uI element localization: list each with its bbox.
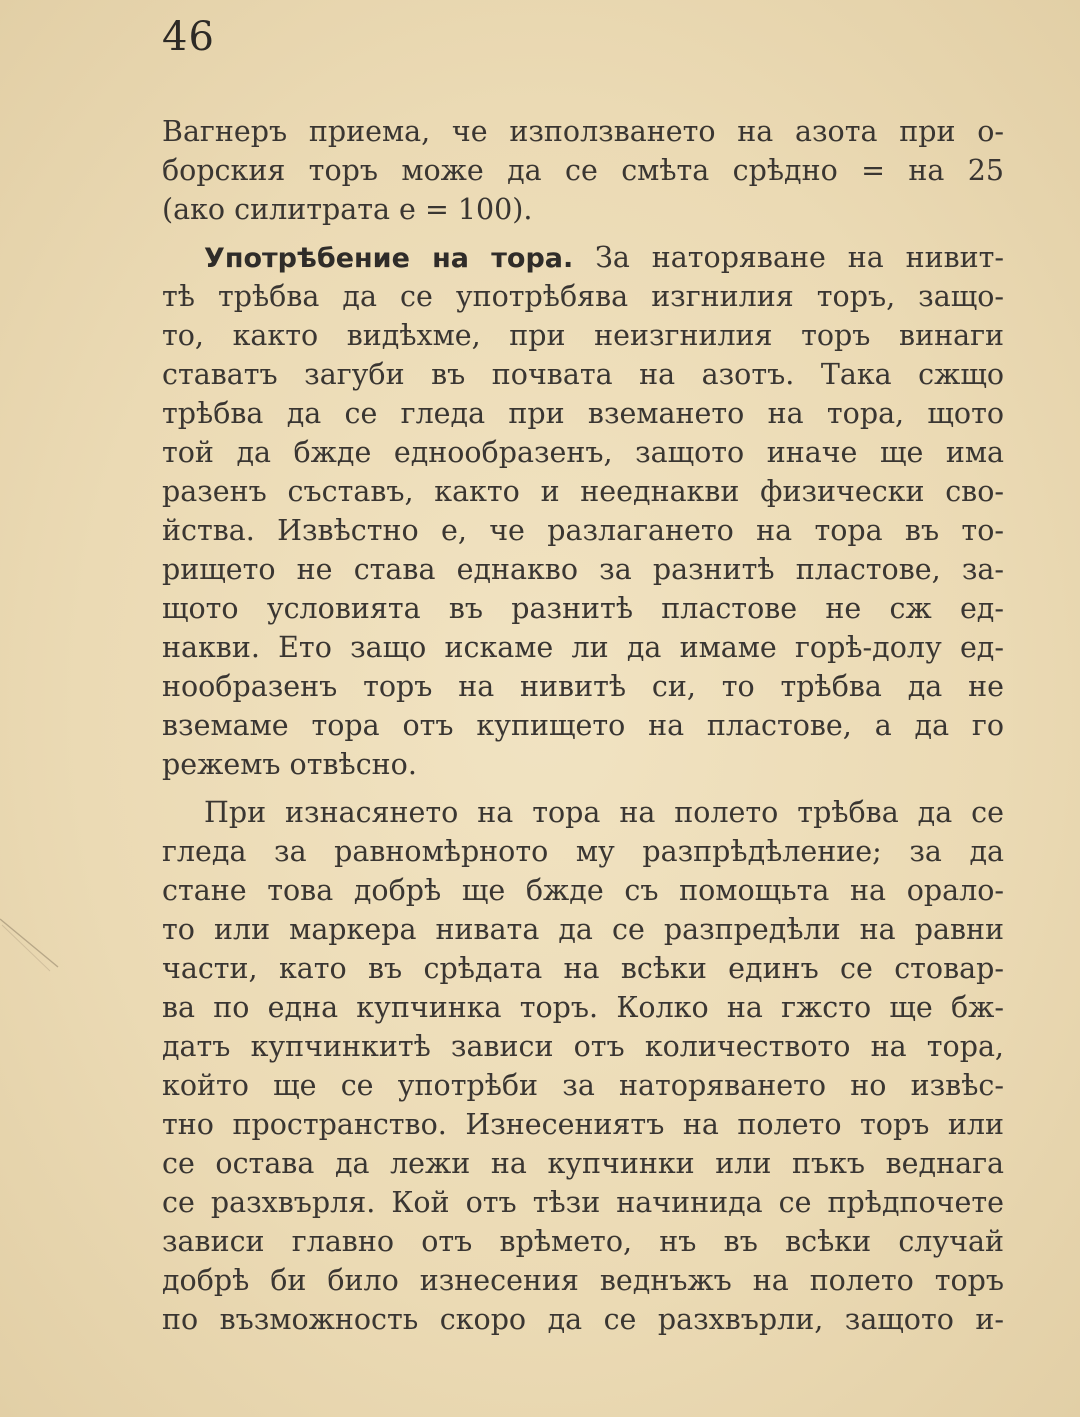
text-line: нообразенъ торъ на нивитѣ си, то трѣбва да не [162,670,1004,703]
paragraph-3 [162,793,1004,1339]
text-line: по възможность скоро да се разхвърли, защото и- [162,1303,1004,1336]
text-line: датъ купчинкитѣ зависи отъ количеството на тора, [162,1030,1004,1063]
text-line: части, като въ срѣдата на всѣки единъ се стовар- [162,952,1004,985]
text-run: За наторяване на нивит- [595,241,1004,274]
text-line: При изнасянето на тора на полето трѣбва да се [204,796,1004,829]
text-line: се разхвърля. Кой отъ тѣзи начинида се прѣдпочете [162,1186,1004,1219]
text-line: рището не става еднакво за разнитѣ пластове, за- [162,553,1004,586]
text-line: борския торъ може да се смѣта срѣдно = на 25 [162,154,1004,187]
paper-fold-mark [0,915,70,975]
text-line: ставатъ загуби въ почвата на азотъ. Така сжщо [162,358,1004,391]
text-line: Вагнеръ приема, че използването на азота при о- [162,115,1004,148]
text-line: режемъ отвѣсно. [162,748,417,781]
body-text [162,112,1004,1339]
section-heading: Употрѣбение на тора. [204,243,574,274]
text-line [162,238,1004,277]
text-line: вземаме тора отъ купището на пластове, а да го [162,709,1004,742]
text-line: зависи главно отъ врѣмето, нъ въ всѣки случай [162,1225,1004,1258]
text-line: накви. Ето защо искаме ли да имаме горѣ-долу ед- [162,631,1004,664]
text-line: йства. Извѣстно е, че разлагането на тора въ то- [162,514,1004,547]
text-line: разенъ съставъ, както и нееднакви физически сво- [162,475,1004,508]
page-number: 46 [162,14,215,60]
text-line: то или маркера нивата да се разпредѣли на равни [162,913,1004,946]
text-line: се остава да лежи на купчинки или пъкъ веднага [162,1147,1004,1180]
paragraph-1 [162,112,1004,229]
text-line: добрѣ би било изнесения веднъжъ на полето торъ [162,1264,1004,1297]
text-line: трѣбва да се гледа при вземането на тора, щото [162,397,1004,430]
text-line: стане това добрѣ ще бжде съ помощьта на орало- [162,874,1004,907]
text-line: той да бжде еднообразенъ, защото иначе ще има [162,436,1004,469]
text-line: който ще се употрѣби за наторяването но извѣс- [162,1069,1004,1102]
text-line: ва по една купчинка торъ. Колко на гжсто ще бж- [162,991,1004,1024]
text-line: тно пространство. Изнесениятъ на полето торъ или [162,1108,1004,1141]
paragraph-2 [162,238,1004,784]
text-line: щото условията въ разнитѣ пластове не сж ед- [162,592,1004,625]
text-line: тѣ трѣбва да се употрѣбява изгнилия торъ, защо- [162,280,1004,313]
text-line: то, както видѣхме, при неизгнилия торъ винаги [162,319,1004,352]
text-line: (ако силитрата е = 100). [162,193,533,226]
text-line: гледа за равномѣрното му разпрѣдѣление; за да [162,835,1004,868]
